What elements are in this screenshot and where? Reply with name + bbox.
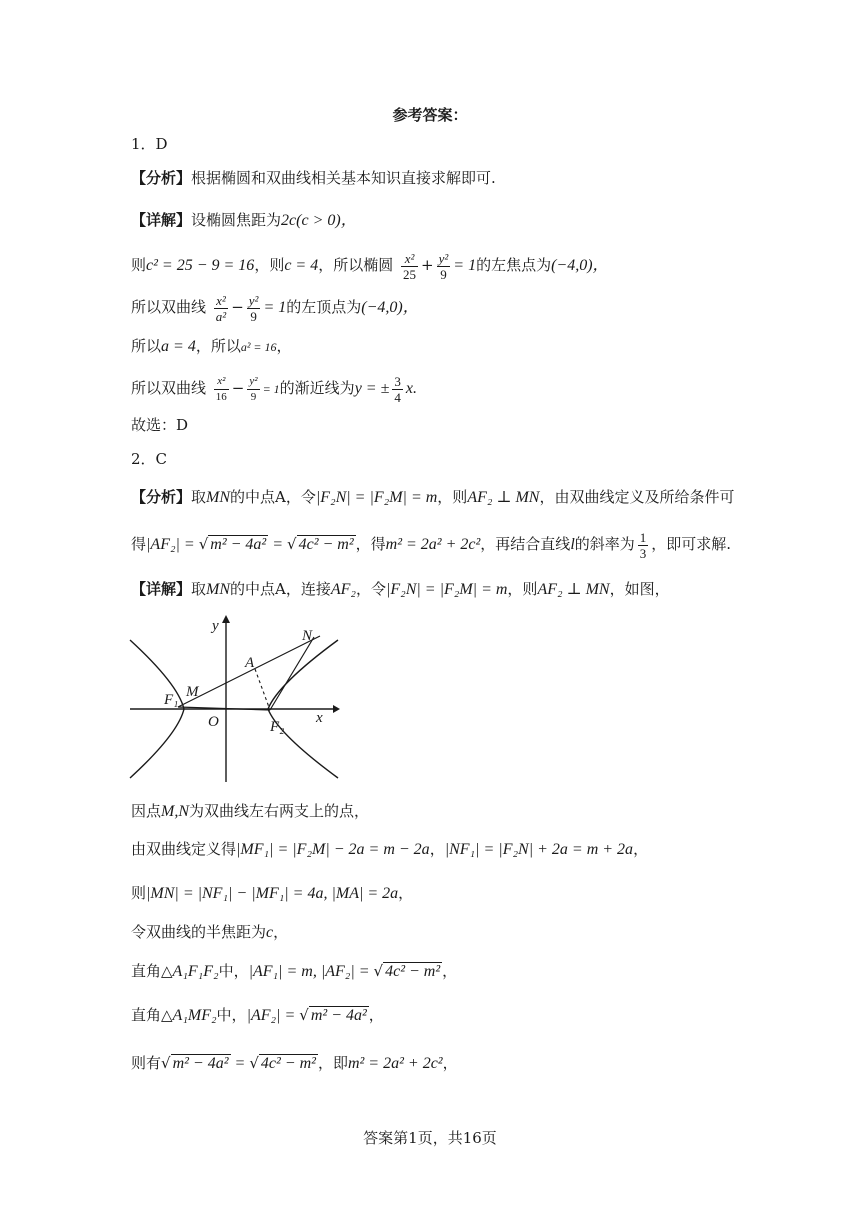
q2-step-2: [131, 838, 648, 861]
text: ，: [398, 884, 414, 902]
hyperbola-figure: [128, 614, 340, 784]
text: 的中点A，令: [230, 488, 316, 506]
analysis-tag: 【分析】: [131, 488, 192, 506]
text: 则: [131, 256, 147, 274]
text: ，所以椭圆: [318, 256, 394, 274]
q1-detail-line-1: [131, 209, 357, 232]
text: 得: [131, 535, 147, 553]
text: ，: [442, 962, 458, 980]
label-A: A: [245, 655, 255, 671]
sqrt-expression: m² − 4a²: [172, 1055, 229, 1072]
text: 的渐近线为: [279, 379, 355, 397]
text: ，即可求解.: [651, 535, 732, 553]
math-expression: y = ±: [354, 380, 390, 397]
math-expression: = 1: [263, 299, 287, 316]
math-expression: l: [570, 536, 575, 553]
label-N: N: [302, 628, 313, 644]
q2-step-7: 则有√ m² − 4a² = √ 4c² − m² ，即m² = 2a² + 2c²，: [131, 1054, 458, 1072]
q1-detail-line-4: [131, 335, 292, 358]
text: ，则: [437, 488, 468, 506]
sqrt-expression: 4c² − m²: [298, 536, 354, 553]
q2-answer: 2．C: [131, 450, 168, 468]
sqrt-expression: m² − 4a²: [310, 1007, 367, 1024]
text: 的斜率为: [574, 535, 635, 553]
label-F2: F₂: [270, 719, 285, 735]
math-expression: AF₂: [330, 581, 356, 598]
x-axis-arrow: [333, 705, 340, 713]
text: 直角△: [131, 962, 173, 980]
math-expression: =: [230, 1055, 250, 1072]
math-expression: x.: [405, 380, 417, 397]
text: ，则: [254, 256, 285, 274]
math-expression: m² = 2a² + 2c²: [347, 1055, 443, 1072]
text: ，由双曲线定义及所给条件可: [539, 488, 735, 506]
numerator: x²: [401, 251, 418, 267]
q2-step-6: 直角△A₁MF₂中，|AF₂| = √ m² − 4a² ，: [131, 1006, 384, 1024]
math-expression: c² = 25 − 9 = 16: [146, 257, 255, 274]
text: 令双曲线的半焦距为: [131, 923, 267, 941]
detail-tag: 【详解】: [131, 580, 192, 598]
q2-detail-line-1: [131, 578, 670, 601]
text: 中，: [218, 962, 249, 980]
label-O: O: [208, 714, 219, 730]
text: 取: [191, 580, 207, 598]
label-F1: F₁: [164, 692, 179, 708]
q1-analysis: [131, 167, 496, 189]
page-footer: 答案第1页，共16页: [363, 1129, 497, 1147]
math-expression: c: [266, 924, 274, 941]
math-expression: A₁MF₂: [172, 1007, 217, 1024]
detail-tag: 【详解】: [131, 211, 192, 229]
q2-analysis-line-2: 得|AF₂| = √ m² − 4a² = √ 4c² − m² ，得m² = 2a² + 2c²，再结合直线l的斜率为 $\frac{1}{3}$ ，即可求解.: [131, 529, 732, 561]
math-expression: AF₂ ⊥ MN: [467, 489, 540, 506]
math-expression: AF₂ ⊥ MN: [537, 581, 610, 598]
text: ，令: [355, 580, 386, 598]
q2-step-1: [131, 800, 369, 823]
text: 直角△: [131, 1006, 173, 1024]
math-expression: a = 4: [161, 338, 196, 355]
text: ，即: [317, 1054, 348, 1072]
sqrt-expression: 4c² − m²: [260, 1055, 316, 1072]
text: 由双曲线定义得: [131, 840, 237, 858]
fraction: [401, 251, 418, 282]
text: 取: [191, 488, 207, 506]
text: 所以双曲线: [131, 298, 207, 316]
text: 所以: [131, 337, 162, 355]
text: ，: [276, 337, 292, 355]
math-expression: a² = 16: [240, 340, 277, 354]
math-expression: MN: [206, 581, 231, 598]
q2-step-5: 直角△A₁F₁F₂中，|AF₁| = m, |AF₂| = √ 4c² − m² ，: [131, 962, 458, 980]
text: 因点: [131, 802, 162, 820]
math-expression: |AF₂| =: [246, 1007, 300, 1024]
fraction: [392, 374, 403, 405]
numerator: 3: [394, 373, 401, 389]
line-F2-N: [270, 637, 314, 710]
text: ，: [429, 840, 445, 858]
label-y: y: [212, 618, 219, 634]
q2-step-3: [131, 882, 413, 905]
math-expression: |MN| = |NF₁| − |MF₁| = 4a, |MA| = 2a: [146, 885, 399, 902]
math-expression: M,N: [161, 803, 190, 820]
numerator: y²: [438, 250, 449, 266]
denominator: 9: [250, 308, 257, 324]
q1-detail-line-3: 所以双曲线 $\frac{\text{x²}}{\text{a²}}$ − $\frac{\text{y²}}{9}$ = 1的左顶点为(−4,0)，: [131, 292, 419, 324]
denominator: 25: [403, 266, 417, 282]
q2-analysis-line-1: [131, 486, 734, 509]
fraction: [638, 530, 649, 561]
denominator: 9: [250, 390, 257, 403]
analysis-tag: 【分析】: [131, 169, 192, 187]
numerator: x²: [214, 293, 228, 309]
math-expression: MN: [206, 489, 231, 506]
math-expression: |MF₁| = |F₂M| − 2a = m − 2a: [236, 841, 430, 858]
math-expression: (−4,0)，: [551, 257, 609, 274]
math-expression: = 1: [453, 257, 477, 274]
label-x: x: [316, 710, 323, 726]
fraction: [247, 374, 259, 405]
numerator: y²: [248, 292, 259, 308]
fraction: [247, 293, 261, 324]
denominator: 9: [440, 266, 447, 282]
text: 为双曲线左右两支上的点，: [189, 802, 370, 820]
text: 的左焦点为: [476, 256, 552, 274]
detail-text: 设椭圆焦距为: [191, 211, 282, 229]
math-expression: |F₂N| = |F₂M| = m: [315, 489, 438, 506]
label-M: M: [186, 684, 199, 700]
fraction: [214, 293, 228, 324]
text: 的中点A，连接: [230, 580, 331, 598]
q2-step-4: [131, 921, 288, 944]
math-expression: c = 4: [284, 257, 319, 274]
sqrt-expression: m² − 4a²: [210, 536, 267, 553]
text: ，: [633, 840, 649, 858]
math-expression: (−4,0)，: [361, 299, 419, 316]
math-expression: = 1: [262, 382, 280, 396]
text: ，如图，: [609, 580, 670, 598]
q1-choice: 故选：D: [131, 416, 189, 434]
math-expression: |AF₂| =: [146, 536, 199, 553]
numerator: 1: [639, 529, 647, 545]
math-expression: =: [268, 536, 288, 553]
numerator: y²: [247, 374, 259, 390]
fraction: [437, 251, 451, 282]
math-expression: A₁F₁F₂: [172, 963, 219, 980]
fraction: [214, 374, 229, 405]
text: ，: [442, 1054, 458, 1072]
math-expression: |AF₁| = m, |AF₂| =: [248, 963, 374, 980]
y-axis-arrow: [222, 615, 230, 623]
text: ，: [368, 1006, 384, 1024]
text: ，再结合直线: [480, 535, 571, 553]
page-title: 参考答案：: [392, 106, 468, 124]
text: ，得: [355, 535, 386, 553]
line-A-F2-dashed: [255, 669, 270, 710]
text: ，: [273, 923, 289, 941]
text: 所以双曲线: [131, 379, 207, 397]
text: 中，: [216, 1006, 247, 1024]
math-expression: |F₂N| = |F₂M| = m: [386, 581, 508, 598]
analysis-text: 根据椭圆和双曲线相关基本知识直接求解即可.: [191, 169, 496, 187]
math-expression: 2c(c > 0)，: [281, 212, 357, 229]
q1-detail-line-2: 则c² = 25 − 9 = 16，则c = 4，所以椭圆 $\frac{\text{x²}}{25}$ + $\frac{\text{y²}}{9}$ = 1的左焦点为(−4,0)，: [131, 250, 609, 282]
denominator: 4: [394, 389, 401, 405]
text: 的左顶点为: [286, 298, 362, 316]
denominator: 3: [639, 545, 647, 561]
denominator: a²: [215, 308, 227, 324]
text: 则有: [131, 1054, 162, 1072]
math-expression: |NF₁| = |F₂N| + 2a = m + 2a: [444, 841, 634, 858]
text: ，则: [507, 580, 538, 598]
numerator: x²: [214, 374, 229, 390]
text: ，所以: [195, 337, 241, 355]
math-expression: m² = 2a² + 2c²: [385, 536, 481, 553]
q1-answer: 1．D: [131, 135, 168, 153]
denominator: 16: [215, 390, 227, 403]
sqrt-expression: 4c² − m²: [385, 963, 441, 980]
text: 则: [131, 884, 147, 902]
q1-detail-line-5: 所以双曲线 $\frac{\text{x²}}{16}$ − $\frac{\text{y²}}{9}$ = 1的渐近线为y = ± $\frac{3}{4}$ x.: [131, 373, 417, 405]
